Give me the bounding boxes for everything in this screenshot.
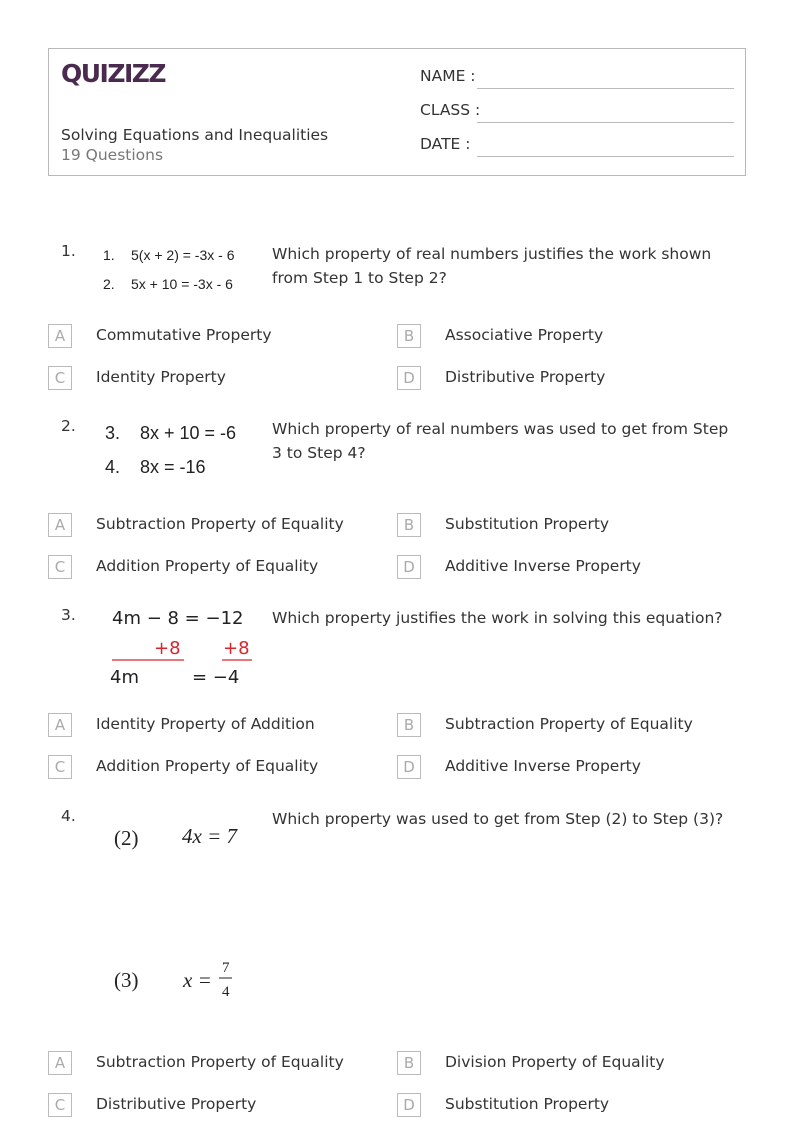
option-text: Commutative Property	[96, 326, 272, 344]
option-c[interactable]	[48, 755, 368, 781]
name-label: NAME :	[420, 67, 476, 85]
question-number: 3.	[61, 606, 76, 624]
option-letter-box[interactable]: A	[48, 713, 72, 737]
class-label: CLASS :	[420, 101, 481, 119]
worksheet-header	[48, 48, 746, 176]
option-b[interactable]	[397, 713, 717, 739]
equation-lhs: x =	[183, 968, 212, 992]
equation-line: 4x = 7	[182, 824, 237, 848]
option-text: Addition Property of Equality	[96, 757, 319, 775]
option-letter-box[interactable]: D	[397, 366, 421, 390]
option-d[interactable]	[397, 555, 717, 581]
step-label: (3)	[114, 968, 139, 992]
question-count: 19 Questions	[61, 146, 164, 164]
option-text: Subtraction Property of Equality	[96, 515, 344, 533]
question-number: 1.	[61, 242, 76, 260]
date-line[interactable]	[477, 156, 734, 157]
option-letter-box[interactable]: D	[397, 755, 421, 779]
result-right: = −4	[192, 667, 240, 688]
equation-line: 5x + 10 = -3x - 6	[131, 276, 233, 292]
option-text: Additive Inverse Property	[445, 557, 641, 575]
name-field[interactable]	[420, 67, 734, 91]
option-letter-box[interactable]: A	[48, 1051, 72, 1075]
date-field[interactable]	[420, 135, 734, 159]
option-c[interactable]	[48, 555, 368, 581]
question-number: 4.	[61, 807, 76, 825]
option-letter-box[interactable]: A	[48, 513, 72, 537]
option-a[interactable]	[48, 324, 368, 350]
option-text: Additive Inverse Property	[445, 757, 641, 775]
option-text: Associative Property	[445, 326, 604, 344]
option-letter-box[interactable]: C	[48, 755, 72, 779]
option-text: Substitution Property	[445, 1095, 610, 1113]
option-a[interactable]	[48, 1051, 368, 1077]
name-line[interactable]	[477, 88, 734, 89]
option-d[interactable]	[397, 755, 717, 781]
option-text: Distributive Property	[96, 1095, 257, 1113]
option-letter-box[interactable]: D	[397, 555, 421, 579]
option-c[interactable]	[48, 1093, 368, 1119]
option-letter-box[interactable]: C	[48, 555, 72, 579]
equation-line: 8x + 10 = -6	[140, 423, 237, 443]
worksheet-title: Solving Equations and Inequalities	[61, 126, 329, 144]
step-number: 3.	[105, 423, 121, 443]
step-label: (2)	[114, 826, 139, 850]
option-letter-box[interactable]: B	[397, 324, 421, 348]
question-text: Which property of real numbers justifies the work shown from Step 1 to Step 2?	[272, 245, 712, 287]
step-number: 4.	[105, 457, 121, 477]
step-number: 1.	[103, 247, 115, 263]
equation-line: 8x = -16	[140, 457, 206, 477]
question-text: Which property of real numbers was used to get from Step 3 to Step 4?	[272, 420, 729, 462]
option-letter-box[interactable]: B	[397, 513, 421, 537]
question-3-equation-image	[98, 606, 268, 690]
option-b[interactable]	[397, 324, 717, 350]
question-text: Which property was used to get from Step (2) to Step (3)?	[272, 810, 724, 828]
equation-line: 5(x + 2) = -3x - 6	[131, 247, 235, 263]
option-text: Division Property of Equality	[445, 1053, 665, 1071]
question-text: Which property justifies the work in solving this equation?	[272, 609, 723, 627]
question-1-equation-image	[98, 242, 258, 298]
option-d[interactable]	[397, 366, 717, 392]
option-text: Distributive Property	[445, 368, 606, 386]
added-term-right: +8	[223, 638, 250, 659]
question-2-equation-image	[98, 417, 258, 483]
quizizz-logo: QUIZIZZ	[61, 59, 166, 88]
option-b[interactable]	[397, 513, 717, 539]
option-text: Addition Property of Equality	[96, 557, 319, 575]
fraction-numerator: 7	[222, 960, 230, 976]
option-letter-box[interactable]: A	[48, 324, 72, 348]
step-number: 2.	[103, 276, 115, 292]
option-b[interactable]	[397, 1051, 717, 1077]
option-text: Substitution Property	[445, 515, 610, 533]
option-a[interactable]	[48, 713, 368, 739]
option-letter-box[interactable]: B	[397, 713, 421, 737]
result-left: 4m	[110, 667, 139, 688]
option-text: Subtraction Property of Equality	[445, 715, 693, 733]
option-text: Identity Property	[96, 368, 226, 386]
option-letter-box[interactable]: B	[397, 1051, 421, 1075]
option-a[interactable]	[48, 513, 368, 539]
fraction-denominator: 4	[222, 984, 230, 1000]
option-text: Subtraction Property of Equality	[96, 1053, 344, 1071]
class-field[interactable]	[420, 101, 734, 125]
option-text: Identity Property of Addition	[96, 715, 315, 733]
equation-line: 4m − 8 = −12	[112, 608, 244, 629]
question-4-equation-image	[98, 807, 268, 1007]
option-d[interactable]	[397, 1093, 717, 1119]
option-c[interactable]	[48, 366, 368, 392]
question-number: 2.	[61, 417, 76, 435]
date-label: DATE :	[420, 135, 471, 153]
option-letter-box[interactable]: D	[397, 1093, 421, 1117]
option-letter-box[interactable]: C	[48, 1093, 72, 1117]
option-letter-box[interactable]: C	[48, 366, 72, 390]
added-term-left: +8	[154, 638, 181, 659]
class-line[interactable]	[477, 122, 734, 123]
